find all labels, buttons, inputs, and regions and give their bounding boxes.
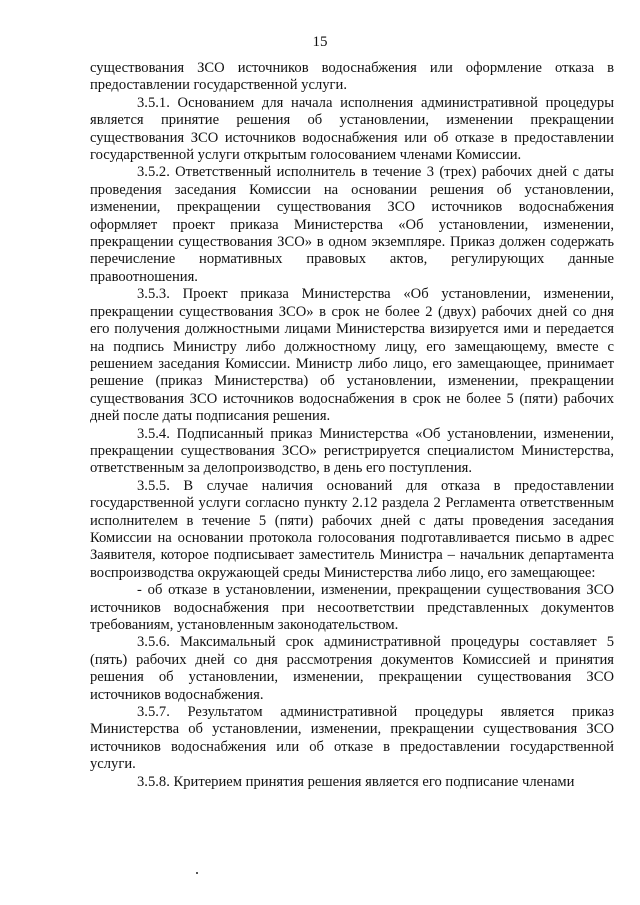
paragraph-3-5-2: 3.5.2. Ответственный исполнитель в течение 3 (трех) рабочих дней с даты проведения заседания Комиссии на основании решения об установлении, изменении, прекращении существования ЗСО источников водоснабжения оформляет проект приказа Министерства «Об установлении, изменении, прекращении существования ЗСО» в одном экземпляре. Приказ должен содержать перечисление нормативных правовых актов, регулирующих данные правоотношения. (90, 164, 614, 285)
paragraph-3-5-4: 3.5.4. Подписанный приказ Министерства «Об установлении, изменении, прекращении существования ЗСО» регистрируется специалистом Министерства, ответственным за делопроизводство, в день его поступления. (90, 425, 614, 477)
paragraph-continuation: существования ЗСО источников водоснабжения или оформление отказа в предоставлении государственной услуги. (90, 60, 614, 94)
paragraph-3-5-7: 3.5.7. Результатом административной процедуры является приказ Министерства об установлении, изменении, прекращении существования ЗСО источников водоснабжения или об отказе в предоставлении государственной услуги. (90, 704, 614, 773)
paragraph-3-5-8: 3.5.8. Критерием принятия решения является его подписание членами (137, 773, 575, 790)
paragraph-3-5-1: 3.5.1. Основанием для начала исполнения административной процедуры является принятие решения об установлении, изменении прекращении существования ЗСО источников водоснабжения или об отказе в предоставлении государственной услуги открытым голосованием членами Комиссии. (90, 94, 614, 164)
paragraph-3-5-3: 3.5.3. Проект приказа Министерства «Об установлении, изменении, прекращении существования ЗСО» в срок не более 2 (двух) рабочих дней со дня его получения должностными лицами Министерства визируется ими и передается на подпись Министру либо должностному лицу, его замещающему, вместе с решением заседания Комиссии. Министр либо лицо, его замещающее, принимает решение (приказ Министерства) об установлении, изменении, прекращении существования ЗСО источников водоснабжения в срок не более 5 (пяти) рабочих дней после даты подписания решения. (90, 286, 614, 425)
list-item-refusal: - об отказе в установлении, изменении, прекращении существования ЗСО источников водоснабжения при несоответствии представленных документов требованиям, установленным законодательством. (90, 582, 614, 633)
page-number: 15 (312, 34, 328, 50)
paragraph-3-5-6: 3.5.6. Максимальный срок административной процедуры составляет 5 (пять) рабочих дней со дня рассмотрения документов Комиссией и принятия решения об установлении, изменении, прекращении существования ЗСО источников водоснабжения. (90, 634, 614, 703)
document-body (90, 60, 614, 791)
scan-speck (196, 872, 198, 874)
paragraph-3-5-5: 3.5.5. В случае наличия оснований для отказа в предоставлении государственной услуги согласно пункту 2.12 раздела 2 Регламента ответственным исполнителем в течение 5 (пяти) рабочих дней с даты проведения заседания Комиссии на основании протокола голосования подготавливается письмо в адрес Заявителя, которое подписывает заместитель Министра – начальник департамента воспроизводства окружающей среды Министерства либо лицо, его замещающее: (90, 477, 614, 581)
